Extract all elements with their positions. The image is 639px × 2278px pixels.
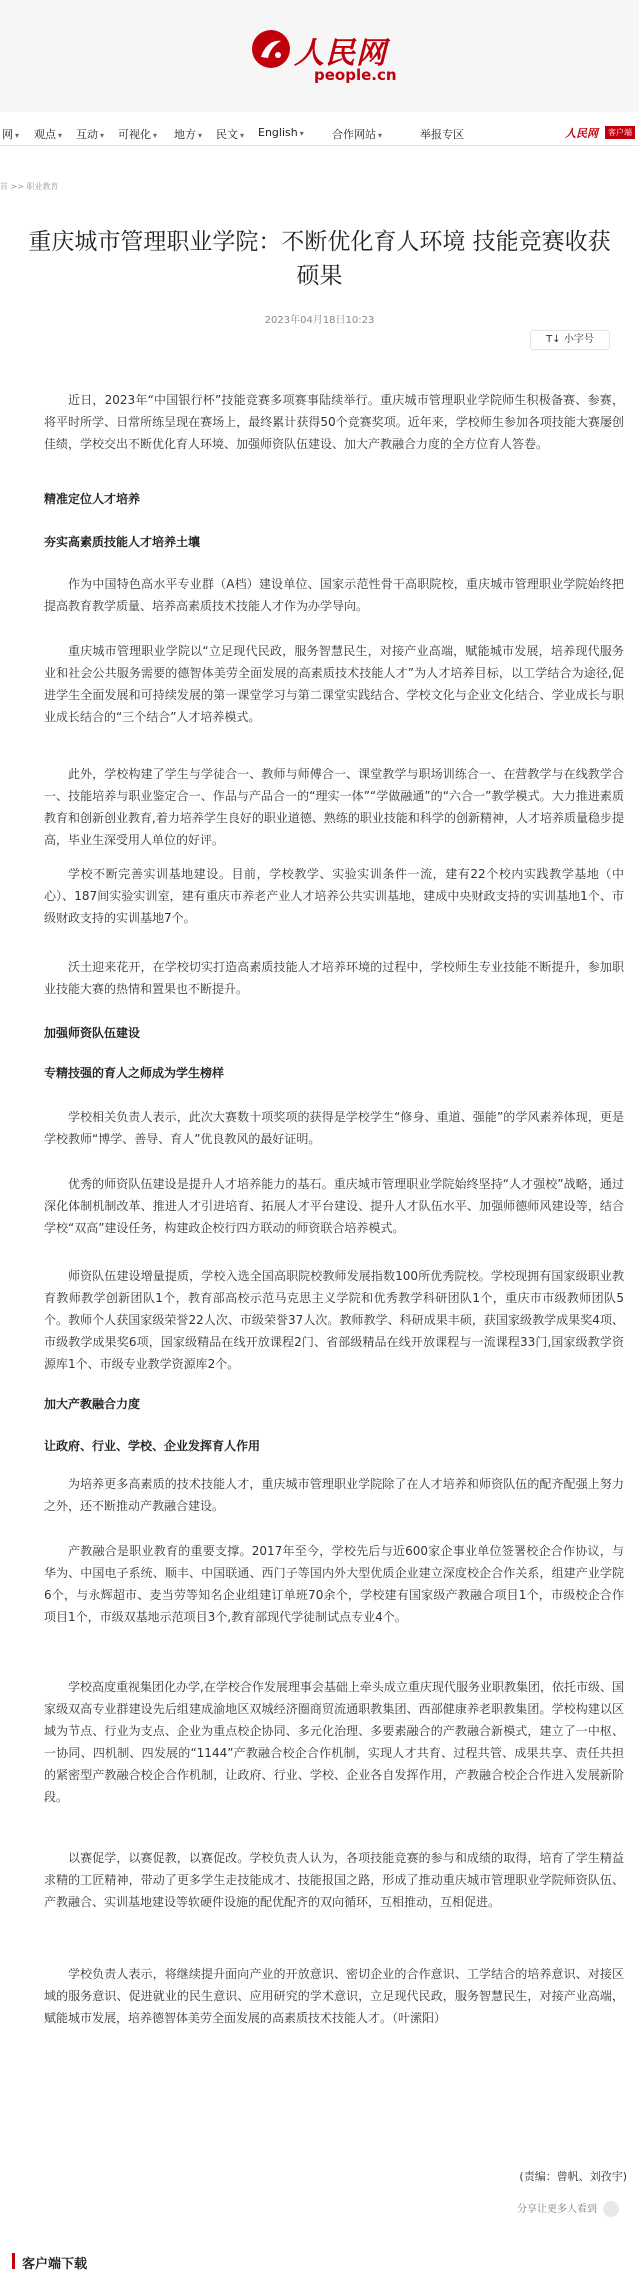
paragraph: 学校高度重视集团化办学,在学校合作发展理事会基础上牵头成立重庆现代服务业职教集团，依托市级、国家级双高专业群建设先后组建成渝地区双城经济圈商贸流通职教集团、西部健康养老职教集团。学校构建以区域为节点、行业为支点、企业为重点校企协同、多元化治理、多要素融合的产教融合新模式，建立了一中枢、一协同、四机制、四发展的“1144”产教融合校企合作机制，实现人才共育、过程共管、成果共享、责任共担的紧密型产教融合校企合作机制，让政府、行业、学校、企业各自发挥作用，产教融合校企合作进入发展新阶段。 [44,1680,624,1804]
nav-brand-logo: 人民网 [565,127,598,140]
chevron-down-icon: ▾ [100,131,105,140]
share-bar[interactable]: 分享让更多人看到 [517,2200,619,2217]
font-size-button[interactable]: T↓ 小字号 [530,330,610,350]
logo-text-en: people.cn [314,66,397,84]
paragraph: 重庆城市管理职业学院以“立足现代民政，服务智慧民生，对接产业高端，赋能城市发展，培养现代服务业和社会公共服务需要的德智体美劳全面发展的高素质技术技能人才”为人才培养目标，以工学结合为途径,促进学生全面发展和可持续发展的第一课堂学习与第二课堂实践结合、学校文化与企业文化结合、学业成长与职业成长结合的“三个结合”人才培养模式。 [44,644,624,724]
paragraph: 产教融合是职业教育的重要支撑。2017年至今，学校先后与近600家企事业单位签署校企合作协议，与华为、中国电子系统、顺丰、中国联通、西门子等国内外大型优质企业建立深度校企合作关系，组建产业学院6个，与永辉超市、麦当劳等知名企业组建订单班70余个，学校建有国家级产教融合项目1个，市级校企合作项目1个，市级双基地示范项目3个,教育部现代学徒制试点专业4个。 [44,1544,624,1624]
publish-date: 2023年04月18日10:23 [264,315,375,326]
chevron-down-icon: ▾ [198,131,203,140]
page-title: 重庆城市管理职业学院：不断优化育人环境 技能竞赛收获硕果 [28,229,611,289]
paragraph: 师资队伍建设增量提质，学校入选全国高职院校教师发展指数100所优秀院校。学校现拥有国家级职业教育教师教学创新团队1个，教育部高校示范马克思主义学院和优秀教学科研团队1个，重庆市市级教师团队5个。教师个人获国家级荣誉22人次、市级荣誉37人次。教师教学、科研成果丰硕，获国家级教学成果奖4项、市级教学成果奖6项，国家级精品在线开放课程2门、省部级精品在线开放课程与一流课程33门,国家级教学资源库1个、市级专业教学资源库2个。 [44,1269,624,1371]
people-logo[interactable] [250,22,400,92]
nav-item-english[interactable]: English ▾ [258,126,304,139]
nav-item-partners[interactable]: 合作网站 ▾ [332,128,383,141]
nav-item-home[interactable]: 网 ▾ [2,128,20,141]
paragraph: 学校负责人表示，将继续提升面向产业的开放意识、密切企业的合作意识、工学结合的培养意识、对接区域的服务意识、促进就业的民生意识、应用研究的学术意识，立足现代民政，服务智慧民生，对接产业高端，赋能城市发展，培养德智体美劳全面发展的高素质技术技能人才。（叶潆阳） [44,1967,624,2025]
paragraph: 以赛促学，以赛促教，以赛促改。学校负责人认为，各项技能竞赛的参与和成绩的取得，培育了学生精益求精的工匠精神，带动了更多学生走技能成才、技能报国之路，形成了推动重庆城市管理职业学院师资队伍、产教融合、实训基地建设等软硬件设施的配优配齐的双向循环，互相推动，互相促进。 [44,1851,624,1909]
chevron-down-icon: ▾ [240,131,245,140]
paragraph: 学校不断完善实训基地建设。目前，学校教学、实验实训条件一流，建有22个校内实践教学基地（中心）、187间实验实训室，建有重庆市养老产业人才培养公共实训基地，建成中央财政支持的实训基地1个、市级财政支持的实训基地7个。 [44,867,624,925]
share-icon[interactable] [603,2201,619,2217]
chevron-down-icon: ▾ [58,131,63,140]
breadcrumb[interactable]: 首 >> 职业教育 [0,182,59,191]
paragraph: 为培养更多高素质的技术技能人才，重庆城市管理职业学院除了在人才培养和师资队伍的配齐配强上努力之外，还不断推动产教融合建设。 [44,1477,624,1513]
intro-paragraph: 近日，2023年“中国银行杯”技能竞赛多项赛事陆续举行。重庆城市管理职业学院师生积极备赛、参赛，将平时所学、日常所练呈现在赛场上，最终累计获得50个竞赛奖项。近年来，学校师生参加各项技能大赛屡创佳绩，学校交出不断优化育人环境、加强师资队伍建设、加大产教融合力度的全方位育人答卷。 [44,393,624,451]
editor-credit: (责编：曾帆、刘孜宇) [519,2170,627,2183]
paragraph: 此外，学校构建了学生与学徒合一、教师与师傅合一、课堂教学与职场训练合一、在营教学与在线教学合一、技能培养与职业鉴定合一、作品与产品合一的“理实一体”“学做融通”的“六合一”教学模式。大力推进素质教育和创新创业教育,着力培养学生良好的职业道德、熟练的职业技能和科学的创新精神，人才培养质量稳步提高，毕业生深受用人单位的好评。 [44,767,624,847]
nav-item-report[interactable]: 举报专区 [420,128,464,141]
chevron-down-icon: ▾ [15,131,20,140]
paragraph: 作为中国特色高水平专业群（A档）建设单位、国家示范性骨干高职院校，重庆城市管理职业学院始终把提高教育教学质量、培养高素质技术技能人才作为办学导向。 [44,577,624,613]
client-download-heading: 客户端下载 [22,2257,88,2272]
nav-item-local[interactable]: 地方 ▾ [174,128,203,141]
section-subheading: 夯实高素质技能人才培养土壤 [44,535,201,549]
section-subheading: 让政府、行业、学校、企业发挥育人作用 [44,1439,261,1453]
paragraph: 优秀的师资队伍建设是提升人才培养能力的基石。重庆城市管理职业学院始终坚持“人才强校”战略，通过深化体制机制改革、推进人才引进培育、拓展人才平台建设、提升人才队伍水平、加强师德师风建设等，结合学校“双高”建设任务，构建政企校行四方联动的师资联合培养模式。 [44,1177,624,1235]
section-heading: 加强师资队伍建设 [44,1026,141,1040]
text-size-icon: T↓ [546,334,564,345]
section-heading: 精准定位人才培养 [44,492,141,506]
nav-item-opinion[interactable]: 观点 ▾ [34,128,63,141]
chevron-down-icon: ▾ [378,131,383,140]
paragraph: 沃土迎来花开，在学校切实打造高素质技能人才培养环境的过程中，学校师生专业技能不断提升，参加职业技能大赛的热情和置果也不断提升。 [44,960,624,996]
section-heading: 加大产教融合力度 [44,1397,141,1411]
main-nav [0,120,639,146]
nav-item-visual[interactable]: 可视化 ▾ [118,128,158,141]
section-subheading: 专精技强的育人之师成为学生榜样 [44,1066,225,1080]
nav-item-interact[interactable]: 互动 ▾ [76,128,105,141]
paragraph: 学校相关负责人表示，此次大赛数十项奖项的获得是学校学生“修身、重道、强能”的学风素养体现，更是学校教师“博学、善导、育人”优良教风的最好证明。 [44,1110,624,1146]
section-marker [12,2253,15,2269]
nav-item-minwen[interactable]: 民文 ▾ [216,128,245,141]
people-logo-icon [250,28,292,70]
logo-text-cn: 人民网 [294,36,387,71]
chevron-down-icon: ▾ [153,131,158,140]
chevron-down-icon: ▾ [299,129,304,138]
nav-brand-tag: 客户端 [605,126,635,139]
client-app-link[interactable] [565,126,635,141]
